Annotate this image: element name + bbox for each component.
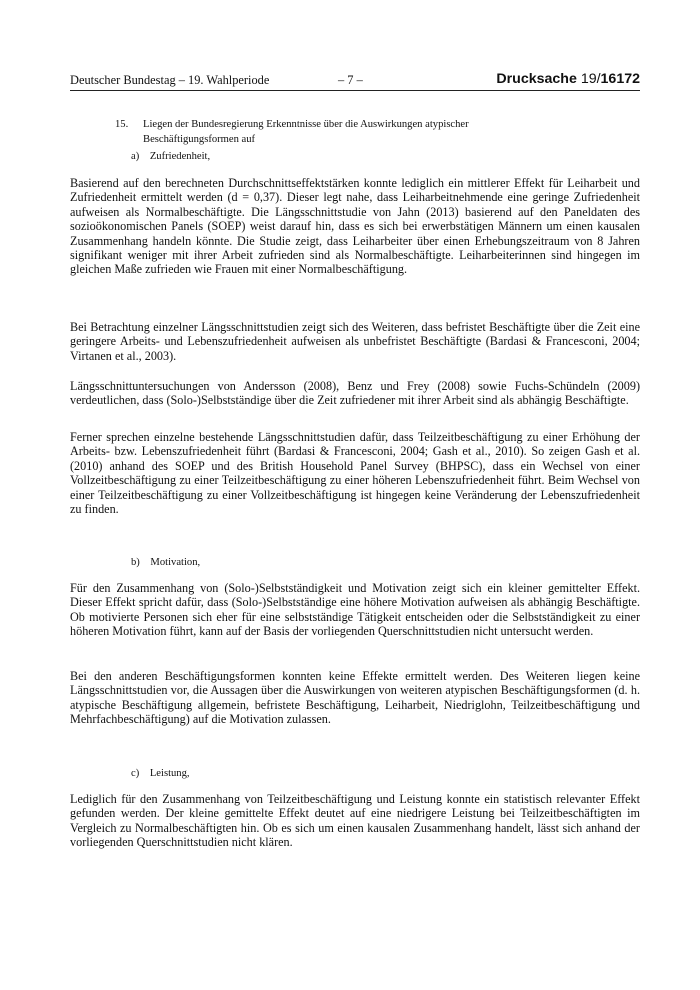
section-a-paragraph: Bei Betrachtung einzelner Längsschnittstudien zeigt sich des Weiteren, dass befristet Beschäftigte über die Zeit eine geringere Arbeits- und Lebenszufriedenheit aufweisen als unbefristet Beschäftigte (Bardasi & Francesconi, 2004; Virtanen et al., 2003). (70, 320, 640, 363)
section-a-paragraph: Basierend auf den berechneten Durchschnittseffektstärken konnte lediglich ein mittlerer Effekt für Leiharbeit und Zufriedenheit ermittelt werden (d = 0,37). Dieser legt nahe, dass Leiharbeitnehmende eine geringe Zufriedenheit aufweisen als Normalbeschäftigte. Die Längsschnittstudie von Jahn (2013) basierend auf den Paneldaten des sozioökonomischen Panels (SOEP) weist darauf hin, dass es sich bei erwerbstätigen Männern um einen kausalen Zusammenhang handeln könnte. Die Studie zeigt, dass Leiharbeiter über einen Erhebungszeitraum von 8 Jahren signifikant weniger mit ihrer Arbeit zufrieden sind als Normalbeschäftigte. Leiharbeiterinnen sind hingegen im gleichen Maße zufrieden wie Frauen mit einer Normalbeschäftigung. (70, 176, 640, 277)
header-rule (70, 90, 640, 91)
question-text: Liegen der Bundesregierung Erkenntnisse über die Auswirkungen atypischer Beschäftigungsformen auf (143, 119, 469, 145)
section-b-paragraph: Bei den anderen Beschäftigungsformen konnten keine Effekte ermittelt werden. Des Weiteren liegen keine Längsschnittstudien vor, die Aussagen über die Auswirkungen von weiteren atypischen Beschäftigungsformen (d. h. atypische Beschäftigung allgemein, befristete Beschäftigung, Leiharbeit, Niedriglohn, Teilzeitbeschäftigung und Mehrfachbeschäftigung) auf die Motivation zulassen. (70, 669, 640, 727)
section-a-paragraph: Ferner sprechen einzelne bestehende Längsschnittstudien dafür, dass Teilzeitbeschäftigung zu einer Erhöhung der Arbeits- bzw. Lebenszufriedenheit führt (Bardasi & Francesconi, 2004; Gash et al., 2010). So zeigen Gash et al. (2010) anhand des SOEP und des British Household Panel Survey (BHPSC), dass ein Wechsel von einer Vollzeitbeschäftigung zu einer Teilzeitbeschäftigung zu einer höheren Lebenszufriedenheit führt. Beim Wechsel von einer Teilzeitbeschäftigung zu einer Vollzeitbeschäftigung ist hingegen keine Veränderung der Lebenszufriedenheit zu finden. (70, 430, 640, 517)
section-c-paragraph: Lediglich für den Zusammenhang von Teilzeitbeschäftigung und Leistung konnte ein statistisch relevanter Effekt gefunden werden. Der kleine gemittelte Effekt deutet auf eine niedrigere Leistung bei Teilzeitbeschäftigten im Vergleich zu Normalbeschäftigten hin. Ob es sich um einen kausalen Zusammenhang handelt, lässt sich anhand der vorliegenden Querschnittstudien nicht klären. (70, 792, 640, 850)
section-b-label: b) Motivation, (131, 557, 201, 568)
section-c-label: c) Leistung, (131, 768, 190, 779)
page-header (70, 71, 640, 93)
header-parliament: Deutscher Bundestag – 19. Wahlperiode (70, 73, 270, 87)
section-a-label: a) Zufriedenheit, (131, 151, 211, 162)
section-b-paragraph: Für den Zusammenhang von (Solo-)Selbstständigkeit und Motivation zeigt sich ein kleiner gemittelter Effekt. Dieser Effekt spricht dafür, dass (Solo-)Selbstständige eine höhere Motivation aufweisen als abhängig Beschäftigte. Ob motivierte Personen sich eher für eine selbstständige Tätigkeit entscheiden oder die Selbstständigkeit zu einer höheren Motivation führt, kann auf der Basis der vorliegenden Querschnittstudien nicht untersucht werden. (70, 581, 640, 639)
header-doc-number: 16172 (600, 71, 640, 87)
header-page-number: – 7 – (338, 73, 363, 87)
header-doc-number-prefix: 19/ (580, 71, 601, 87)
question-number: 15. (115, 119, 129, 130)
question-15 (115, 118, 500, 147)
header-doc-label: Drucksache (496, 71, 577, 87)
header-doc-id (496, 71, 640, 87)
section-a-paragraph: Längsschnittuntersuchungen von Andersson (2008), Benz und Frey (2008) sowie Fuchs-Schündeln (2009) verdeutlichen, dass (Solo-)Selbstständige über die Zeit zufriedener mit ihrer Arbeit sind als abhängig Beschäftigte. (70, 379, 640, 408)
